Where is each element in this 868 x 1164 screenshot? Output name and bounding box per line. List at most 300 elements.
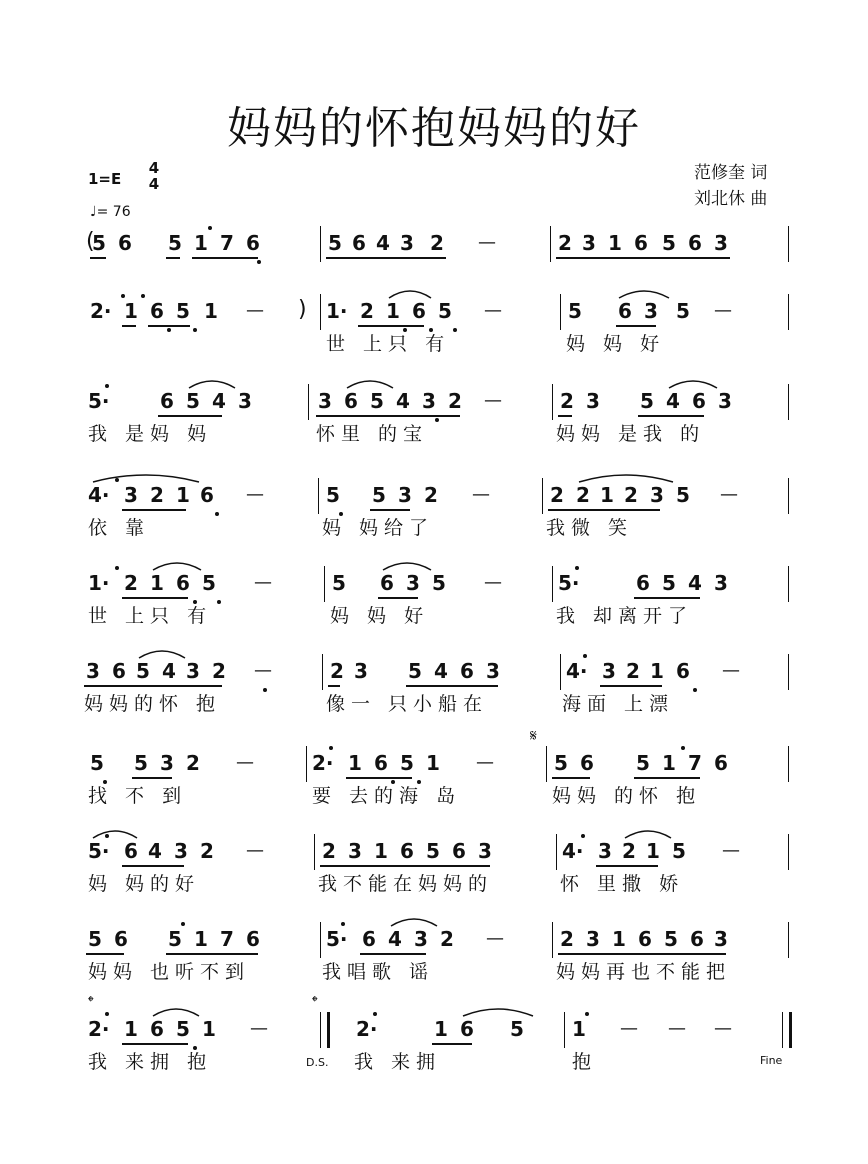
note: 4 (434, 659, 448, 683)
note: 1 (662, 751, 676, 775)
note: 5 (640, 389, 654, 413)
note: 3 (714, 571, 728, 595)
note: 1 (572, 1017, 586, 1041)
sustain-dash: — (486, 928, 504, 949)
note: 1 (204, 299, 218, 323)
fine-marking: Fine (760, 1054, 783, 1067)
note: 7 (688, 751, 702, 775)
note: 4 (376, 231, 390, 255)
key-signature: 1=E (88, 170, 122, 188)
lyric-text: 妈妈 的怀 抱 (552, 785, 702, 807)
octave-dot (257, 260, 261, 264)
octave-dot (341, 922, 345, 926)
duration-underline (192, 257, 258, 259)
note: 1 (150, 571, 164, 595)
duration-underline (122, 1043, 188, 1045)
note: 2 (360, 299, 374, 323)
note: 5 (326, 483, 340, 507)
note: 3 (598, 839, 612, 863)
note: 5 (136, 659, 150, 683)
note: 5 (176, 1017, 190, 1041)
tie-slur (667, 376, 719, 390)
sustain-dash: — (668, 1018, 686, 1039)
sustain-dash: — (714, 300, 732, 321)
note: 5 (202, 571, 216, 595)
note: 5· (326, 927, 348, 951)
tempo-marking: ♩= 76 (90, 204, 131, 220)
note: 2 (576, 483, 590, 507)
note: 6 (676, 659, 690, 683)
octave-dot (453, 328, 457, 332)
note: 6 (150, 299, 164, 323)
note: 5 (370, 389, 384, 413)
note: 2 (322, 839, 336, 863)
lyric-text: 像一 只小船在 (326, 693, 489, 715)
duration-underline (122, 509, 186, 511)
barline (550, 226, 551, 262)
note: 3 (586, 389, 600, 413)
duration-underline (360, 953, 426, 955)
barline (552, 922, 553, 958)
note: 4 (666, 389, 680, 413)
barline (556, 834, 557, 870)
notation-row (0, 660, 868, 740)
sustain-dash: — (236, 752, 254, 773)
sustain-dash: — (250, 1018, 268, 1039)
lyric-text: 世 上只 有 (326, 333, 451, 355)
lyric-text: 我 来拥 抱 (88, 1051, 213, 1073)
duration-underline (600, 685, 662, 687)
note: 3 (422, 389, 436, 413)
time-signature-top: 4 (148, 159, 160, 177)
note: 1 (194, 231, 208, 255)
barline (788, 226, 789, 262)
note: 5 (186, 389, 200, 413)
sustain-dash: — (246, 300, 264, 321)
lyric-text: 妈 妈 好 (566, 333, 666, 355)
octave-dot (435, 418, 439, 422)
tie-slur (187, 376, 237, 390)
note: 6 (200, 483, 214, 507)
notation-row (0, 1018, 868, 1098)
note: 2· (312, 751, 334, 775)
barline (322, 654, 323, 690)
barline (308, 384, 309, 420)
note: 5 (672, 839, 686, 863)
note: 2 (622, 839, 636, 863)
lyric-text: 我微 笑 (546, 517, 634, 539)
barline (788, 294, 789, 330)
song-title: 妈妈的怀抱妈妈的好 (227, 103, 641, 154)
note: 3 (644, 299, 658, 323)
note: 6 (380, 571, 394, 595)
octave-dot (329, 746, 333, 750)
note: 6 (400, 839, 414, 863)
note: 3 (174, 839, 188, 863)
note: 6 (460, 659, 474, 683)
barline (320, 294, 321, 330)
notation-row (0, 484, 868, 564)
tie-slur (577, 470, 675, 484)
lyric-text: 妈 妈给了 (322, 517, 435, 539)
octave-dot (208, 226, 212, 230)
octave-dot (575, 566, 579, 570)
sustain-dash: — (246, 840, 264, 861)
note: 4· (88, 483, 110, 507)
note: 2 (448, 389, 462, 413)
tie-slur (345, 376, 395, 390)
duration-underline (90, 257, 106, 259)
barline (564, 1012, 565, 1048)
double-barline (320, 1012, 330, 1048)
duration-underline (148, 325, 190, 327)
barline (788, 478, 789, 514)
notation-row (0, 840, 868, 920)
note: 4 (148, 839, 162, 863)
note: 2 (424, 483, 438, 507)
sustain-dash: — (476, 752, 494, 773)
tie-slur (461, 1004, 535, 1018)
octave-dot (217, 600, 221, 604)
lyric-text: 我不能在妈妈的 (318, 873, 494, 895)
barline (560, 654, 561, 690)
sustain-dash: — (478, 232, 496, 253)
duration-underline (122, 865, 184, 867)
note: 3 (124, 483, 138, 507)
ds-marking: D.S. (306, 1056, 329, 1069)
note: 6 (452, 839, 466, 863)
note: 2 (560, 927, 574, 951)
octave-dot (215, 512, 219, 516)
note: 5 (400, 751, 414, 775)
duration-underline (122, 597, 188, 599)
octave-dot (681, 746, 685, 750)
duration-underline (616, 325, 656, 327)
barline (788, 384, 789, 420)
sustain-dash: — (484, 572, 502, 593)
duration-underline (358, 325, 424, 327)
note: 5 (568, 299, 582, 323)
note: 2 (186, 751, 200, 775)
note: 6 (344, 389, 358, 413)
note: 6 (714, 751, 728, 775)
octave-dot (693, 688, 697, 692)
note: 1 (124, 299, 138, 323)
barline (320, 922, 321, 958)
duration-underline (320, 865, 490, 867)
note: 6 (374, 751, 388, 775)
note: 5 (176, 299, 190, 323)
barline (318, 478, 319, 514)
note: 5 (408, 659, 422, 683)
note: 1 (608, 231, 622, 255)
note: 5 (662, 231, 676, 255)
note: 1 (202, 1017, 216, 1041)
note: 2 (624, 483, 638, 507)
duration-underline (548, 509, 660, 511)
sustain-dash: — (472, 484, 490, 505)
duration-underline (86, 953, 124, 955)
tie-slur (91, 826, 139, 840)
octave-dot (193, 328, 197, 332)
note: 6 (412, 299, 426, 323)
note: 5 (662, 571, 676, 595)
note: 6 (634, 231, 648, 255)
octave-dot (181, 922, 185, 926)
note: 6 (352, 231, 366, 255)
note: 2· (90, 299, 112, 323)
duration-underline (346, 777, 412, 779)
note: 5 (88, 927, 102, 951)
duration-underline (326, 257, 446, 259)
note: 6 (690, 927, 704, 951)
repeat-paren: ) (298, 297, 307, 322)
octave-dot (115, 566, 119, 570)
lyric-text: 世 上只 有 (88, 605, 213, 627)
note: 6 (618, 299, 632, 323)
tie-slur (151, 558, 203, 572)
note: 3 (186, 659, 200, 683)
lyricist-credit: 范修奎 词 (694, 163, 768, 183)
note: 5 (432, 571, 446, 595)
notation-row (0, 390, 868, 470)
lyric-text: 我 来拥 (354, 1051, 442, 1073)
time-signature-bottom: 4 (148, 175, 160, 193)
note: 1 (176, 483, 190, 507)
lyric-text: 妈妈的怀 抱 (84, 693, 222, 715)
note: 2 (626, 659, 640, 683)
note: 5 (636, 751, 650, 775)
note: 2 (330, 659, 344, 683)
tie-slur (389, 914, 439, 928)
lyric-text: 我 是妈 妈 (88, 423, 213, 445)
duration-underline (552, 777, 590, 779)
duration-underline (122, 325, 136, 327)
note: 6 (460, 1017, 474, 1041)
note: 3 (406, 571, 420, 595)
note: 1 (386, 299, 400, 323)
sustain-dash: — (720, 484, 738, 505)
lyric-text: 妈 妈的好 (88, 873, 201, 895)
note: 1 (434, 1017, 448, 1041)
note: 5 (168, 231, 182, 255)
note: 6 (246, 927, 260, 951)
octave-dot (105, 1012, 109, 1016)
note: 2 (558, 231, 572, 255)
duration-underline (406, 685, 498, 687)
note: 4· (562, 839, 584, 863)
note: 3 (582, 231, 596, 255)
tie-slur (617, 286, 671, 300)
note: 6 (150, 1017, 164, 1041)
sustain-dash: — (722, 660, 740, 681)
tie-slur (137, 646, 187, 660)
lyric-text: 妈妈再也不能把 (556, 961, 732, 983)
note: 4 (212, 389, 226, 413)
note: 6 (114, 927, 128, 951)
note: 6 (112, 659, 126, 683)
notation-row (0, 297, 868, 380)
time-signature (144, 160, 164, 192)
note: 1 (646, 839, 660, 863)
note: 2 (440, 927, 454, 951)
barline (788, 922, 789, 958)
note: 2 (430, 231, 444, 255)
lyric-text: 怀里 的宝 (316, 423, 429, 445)
note: 6 (362, 927, 376, 951)
note: 2· (356, 1017, 378, 1041)
note: 6 (160, 389, 174, 413)
note: 2 (200, 839, 214, 863)
note: 1 (194, 927, 208, 951)
octave-dot (583, 654, 587, 658)
lyric-text: 怀 里撒 娇 (560, 873, 685, 895)
note: 5 (90, 751, 104, 775)
composer-credit: 刘北休 曲 (694, 189, 768, 209)
note: 5 (372, 483, 386, 507)
note: 3 (486, 659, 500, 683)
octave-dot (581, 834, 585, 838)
duration-underline (638, 415, 704, 417)
lyric-text: 要 去的海 岛 (312, 785, 462, 807)
note: 6 (176, 571, 190, 595)
segno-mark: 𝄋 (530, 726, 537, 745)
note: 2 (560, 389, 574, 413)
note: 1· (326, 299, 348, 323)
note: 5 (92, 231, 106, 255)
octave-dot (263, 688, 267, 692)
note: 7 (220, 927, 234, 951)
barline (788, 746, 789, 782)
barline (306, 746, 307, 782)
note: 7 (220, 231, 234, 255)
octave-dot (141, 294, 145, 298)
note: 3 (414, 927, 428, 951)
note: 5 (676, 299, 690, 323)
barline (788, 654, 789, 690)
note: 6 (692, 389, 706, 413)
sustain-dash: — (254, 660, 272, 681)
note: 6 (124, 839, 138, 863)
notation-row (0, 928, 868, 1008)
octave-dot (167, 328, 171, 332)
tie-slur (387, 286, 433, 300)
note: 6 (580, 751, 594, 775)
note: 1 (124, 1017, 138, 1041)
sustain-dash: — (484, 390, 502, 411)
note: 6 (118, 231, 132, 255)
barline (788, 834, 789, 870)
note: 2· (88, 1017, 110, 1041)
duration-underline (84, 685, 222, 687)
note: 2 (150, 483, 164, 507)
lyric-text: 我唱歌 谣 (322, 961, 435, 983)
note: 3 (714, 927, 728, 951)
note: 5 (134, 751, 148, 775)
duration-underline (556, 257, 730, 259)
duration-underline (634, 777, 700, 779)
coda-mark: 𝄌 (312, 992, 318, 1011)
duration-underline (166, 257, 180, 259)
note: 3 (160, 751, 174, 775)
duration-underline (328, 685, 340, 687)
note: 5 (664, 927, 678, 951)
barline (788, 566, 789, 602)
sustain-dash: — (246, 484, 264, 505)
tie-slur (381, 558, 433, 572)
octave-dot (105, 384, 109, 388)
note: 6 (636, 571, 650, 595)
note: 2 (212, 659, 226, 683)
note: 4 (162, 659, 176, 683)
note: 5· (88, 839, 110, 863)
note: 6 (688, 231, 702, 255)
sustain-dash: — (620, 1018, 638, 1039)
note: 5 (328, 231, 342, 255)
sustain-dash: — (722, 840, 740, 861)
duration-underline (378, 597, 418, 599)
note: 3 (354, 659, 368, 683)
lyric-text: 依 靠 (88, 517, 151, 539)
note: 4 (688, 571, 702, 595)
lyric-text: 抱 (572, 1051, 598, 1073)
note: 5 (510, 1017, 524, 1041)
octave-dot (373, 1012, 377, 1016)
note: 5 (554, 751, 568, 775)
note: 5 (676, 483, 690, 507)
tie-slur (623, 826, 673, 840)
sustain-dash: — (254, 572, 272, 593)
note: 4 (388, 927, 402, 951)
barline (560, 294, 561, 330)
duration-underline (596, 865, 658, 867)
notation-row (0, 572, 868, 652)
barline (542, 478, 543, 514)
note: 5 (438, 299, 452, 323)
lyric-text: 我 却离开了 (556, 605, 694, 627)
note: 1 (650, 659, 664, 683)
lyric-text: 妈妈 是我 的 (556, 423, 706, 445)
duration-underline (558, 953, 726, 955)
note: 2 (550, 483, 564, 507)
lyric-text: 妈妈 也听不到 (88, 961, 251, 983)
barline (552, 384, 553, 420)
note: 1 (426, 751, 440, 775)
note: 6 (246, 231, 260, 255)
duration-underline (558, 415, 572, 417)
note: 3 (238, 389, 252, 413)
barline (320, 226, 321, 262)
lyric-text: 找 不 到 (88, 785, 188, 807)
note: 1 (374, 839, 388, 863)
notation-row (0, 752, 868, 832)
note: 1· (88, 571, 110, 595)
note: 3 (318, 389, 332, 413)
barline (324, 566, 325, 602)
octave-dot (121, 294, 125, 298)
lyric-text: 妈 妈 好 (330, 605, 430, 627)
barline (552, 566, 553, 602)
lyric-text: 海面 上漂 (562, 693, 675, 715)
note: 5 (168, 927, 182, 951)
tie-slur (151, 1004, 201, 1018)
repeat-paren: ( (86, 229, 95, 254)
barline (314, 834, 315, 870)
note: 3 (400, 231, 414, 255)
note: 3 (86, 659, 100, 683)
barline (546, 746, 547, 782)
note: 3 (602, 659, 616, 683)
